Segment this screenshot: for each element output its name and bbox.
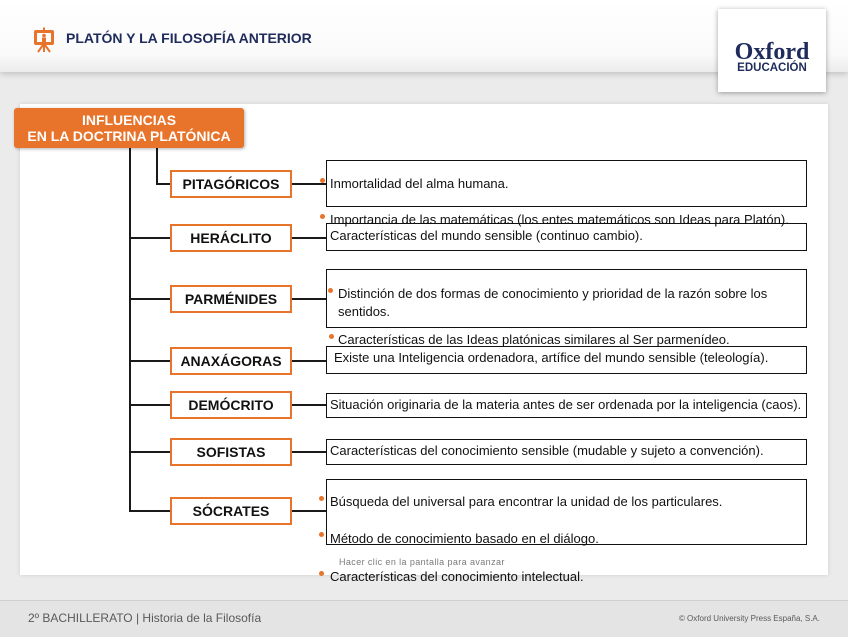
root-line-1: INFLUENCIAS bbox=[81, 112, 177, 128]
description-item: Búsqueda del universal para encontrar la unidad de los particulares. bbox=[330, 494, 723, 509]
branch-label-heraclito: HERÁCLITO bbox=[170, 224, 292, 252]
branch-label-democrito: DEMÓCRITO bbox=[170, 391, 292, 419]
root-node bbox=[14, 108, 244, 148]
description-item: Inmortalidad del alma humana. bbox=[330, 176, 509, 191]
bullet-icon bbox=[319, 571, 324, 576]
bullet-icon bbox=[319, 496, 324, 501]
course-label: 2º BACHILLERATO | Historia de la Filosofía bbox=[28, 611, 262, 625]
logo-brand: Oxford bbox=[734, 39, 810, 65]
branch-label-parmenides: PARMÉNIDES bbox=[170, 285, 292, 313]
description-item: Características del mundo sensible (continuo cambio). bbox=[330, 228, 643, 243]
branch-label-pitagoricos: PITAGÓRICOS bbox=[170, 170, 292, 198]
description-item: Método de conocimiento basado en el diálogo. bbox=[330, 531, 599, 546]
bullet-icon bbox=[320, 214, 325, 219]
description-item: Distinción de dos formas de conocimiento y prioridad de la razón sobre los sentidos. bbox=[338, 286, 768, 319]
bullet-icon bbox=[319, 532, 324, 537]
advance-hint: Hacer clic en la pantalla para avanzar bbox=[339, 557, 505, 567]
page-title: PLATÓN Y LA FILOSOFÍA ANTERIOR bbox=[66, 30, 312, 46]
description-item: Existe una Inteligencia ordenadora, artífice del mundo sensible (teleología). bbox=[334, 350, 769, 365]
bullet-icon bbox=[320, 178, 325, 183]
oxford-logo bbox=[718, 9, 826, 92]
description-item: Situación originaria de la materia antes de ser ordenada por la inteligencia (caos). bbox=[330, 397, 802, 412]
branch-label-socrates: SÓCRATES bbox=[170, 497, 292, 525]
branch-label-sofistas: SOFISTAS bbox=[170, 438, 292, 466]
description-item: Características de las Ideas platónicas similares al Ser parmenídeo. bbox=[338, 332, 730, 347]
description-item: Características del conocimiento sensible (mudable y sujeto a convención). bbox=[330, 443, 764, 458]
presentation-board-icon bbox=[33, 27, 55, 53]
copyright-label: © Oxford University Press España, S.A. bbox=[678, 614, 820, 623]
branch-label-anaxagoras: ANAXÁGORAS bbox=[170, 347, 292, 375]
logo-subtitle: EDUCACIÓN bbox=[737, 62, 807, 74]
description-item: Características del conocimiento intelectual. bbox=[330, 569, 584, 584]
bullet-icon bbox=[328, 288, 333, 293]
bullet-icon bbox=[329, 334, 334, 339]
description-item: Importancia de las matemáticas (los entes matemáticos son Ideas para Platón). bbox=[330, 212, 789, 227]
root-line-2: EN LA DOCTRINA PLATÓNICA bbox=[27, 128, 231, 144]
